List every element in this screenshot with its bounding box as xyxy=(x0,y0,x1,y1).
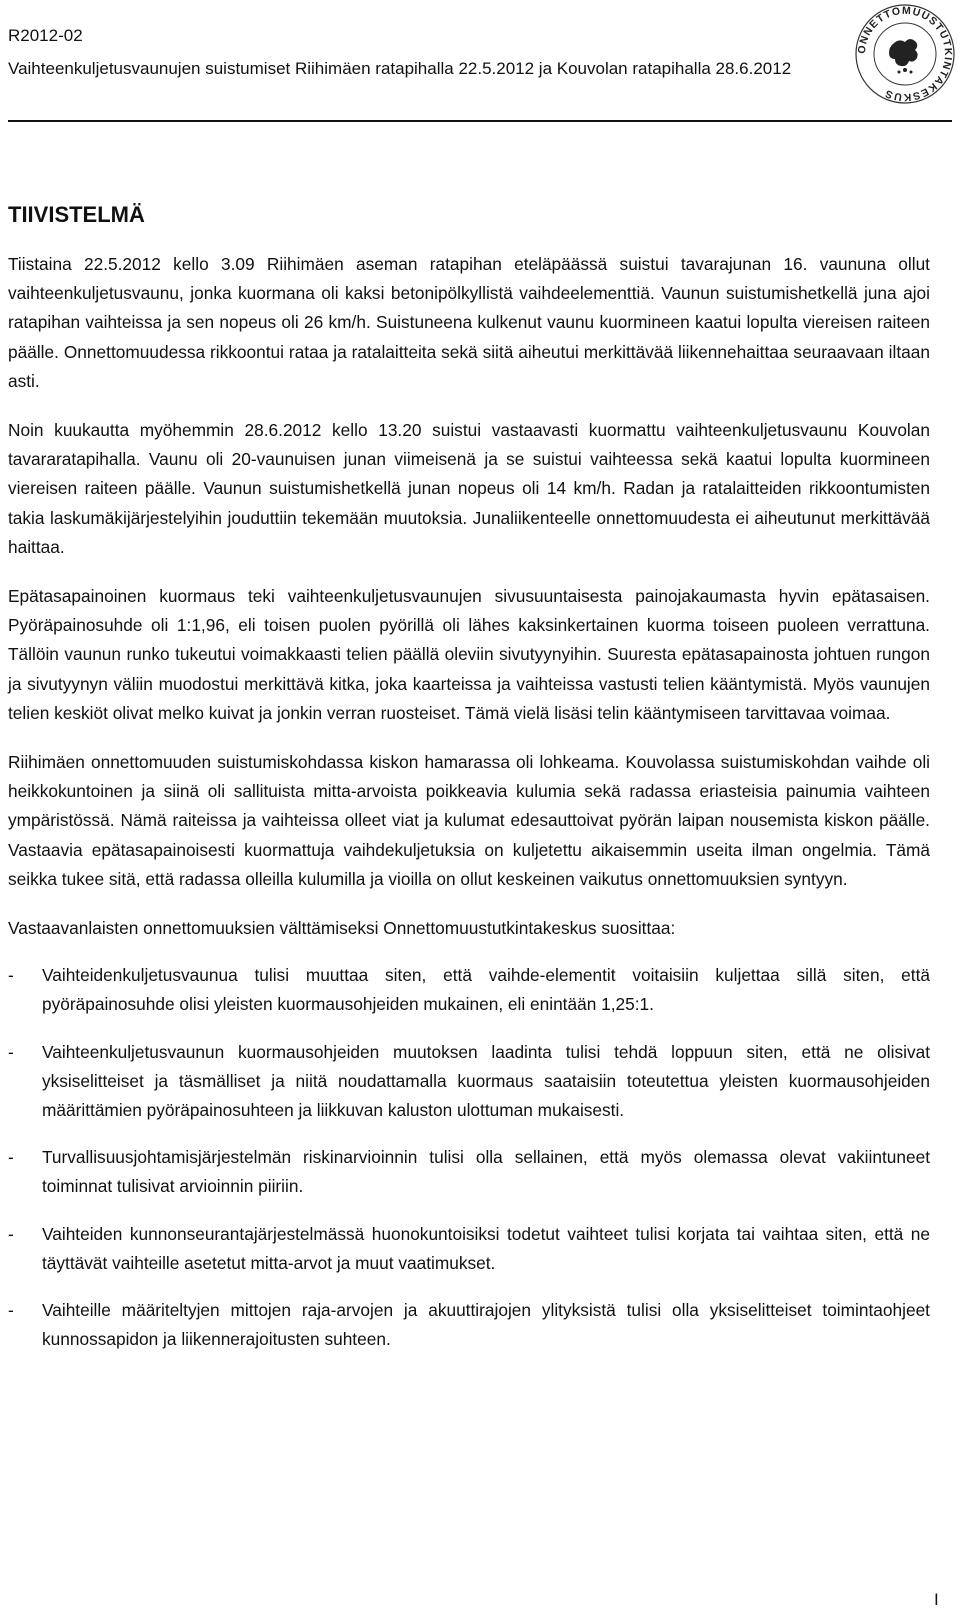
header-divider xyxy=(8,120,952,122)
recommendation-text: Vaihteille määriteltyjen mittojen raja-arvojen ja akuuttirajojen ylityksistä tulisi olla yksiselitteiset toimintaohjeet kunnossapidon ja liikennerajoitusten suhteen. xyxy=(42,1300,930,1350)
document-header xyxy=(8,26,948,80)
recommendation-text: Vaihteiden kunnonseurantajärjestelmässä huonokuntoisiksi todetut vaihteet tulisi korjata tai vaihtaa siten, että ne täyttävät vaihteille asetetut mitta-arvot ja muut vaatimukset. xyxy=(42,1223,930,1273)
recommendation-item xyxy=(8,1143,930,1201)
onnettomuustutkintakeskus-seal-logo xyxy=(853,2,957,106)
page-number: I xyxy=(934,1590,939,1609)
summary-paragraph-1: Tiistaina 22.5.2012 kello 3.09 Riihimäen aseman ratapihan eteläpäässä suistui tavarajunan 16. vaununa ollut vaihteenkuljetusvaunu, jonka kuormana oli kaksi betonipölkyllistä vaihdeelementtiä. Vaunun suistumishetkellä juna ajoi ratapihan vaihteissa ja sen nopeus oli 26 km/h. Suistuneena kulkenut vaunu kuormineen kaatui lopulta viereisen raiteen päälle. Onnettomuudessa rikkoontui rataa ja ratalaitteita sekä siitä aiheutui merkittävää liikennehaittaa seuraavaan iltaan asti. xyxy=(8,254,930,391)
recommendations-intro: Vastaavanlaisten onnettomuuksien välttämiseksi Onnettomuustutkintakeskus suosittaa: xyxy=(8,918,676,939)
recommendation-text: Turvallisuusjohtamisjärjestelmän riskinarvioinnin tulisi olla sellainen, että myös olemassa olevat vakiintuneet toiminnat tulisivat arvioinnin piiriin. xyxy=(42,1147,930,1197)
list-dash: - xyxy=(8,1147,14,1168)
lion-emblem-icon xyxy=(889,39,918,74)
recommendation-item xyxy=(8,1038,930,1126)
recommendation-text: Vaihteenkuljetusvaunun kuormausohjeiden muutoksen laadinta tulisi tehdä loppuun siten, että ne olisivat yksiselitteiset ja täsmälliset ja niitä noudattamalla kuormaus saataisiin toteutettua yleisten kuormausohjeiden määrittämien pyöräpainosuhteen ja liikkuvan kaluston ulottuman mukaisesti. xyxy=(42,1041,930,1121)
recommendation-item xyxy=(8,1296,930,1354)
list-dash: - xyxy=(8,965,14,986)
list-dash: - xyxy=(8,1041,14,1062)
svg-text:ONNETTOMUUSTUTKINTAKESKUS: ONNETTOMUUSTUTKINTAKESKUS xyxy=(855,4,955,104)
summary-paragraph-4: Riihimäen onnettomuuden suistumiskohdassa kiskon hamarassa oli lohkeama. Kouvolassa suistumiskohdan vaihde oli heikkokuntoinen ja siinä oli sallituista mitta-arvoista poikkeavia kulumia sekä radassa eriasteisia painumia vaihteen ympäristössä. Nämä raiteissa ja vaihteissa olleet viat ja kulumat edesauttoivat pyörän laipan nousemista kiskon päälle. Vastaavia epätasapainoisesti kuormattuja vaihdekuljetuksia on kuljetettu aikaisemmin useita ilman ongelmia. Tämä seikka tukee sitä, että radassa olleilla kulumilla ja vioilla on ollut keskeinen vaikutus onnettomuuksien syntyyn. xyxy=(8,752,930,889)
recommendation-text: Vaihteidenkuljetusvaunua tulisi muuttaa siten, että vaihde-elementit voitaisiin kuljettaa sillä siten, että pyöräpainosuhde olisi yleisten kuormausohjeiden mukainen, eli enintään 1,25:1. xyxy=(42,965,930,1015)
summary-paragraph-3: Epätasapainoinen kuormaus teki vaihteenkuljetusvaunujen sivusuuntaisesta painojakaumasta hyvin epätasaisen. Pyöräpainosuhde oli 1:1,96, eli toisen puolen pyörillä oli lähes kaksinkertainen kuorma toiseen puoleen verrattuna. Tällöin vaunun runko tukeutui voimakkaasti telien päällä oleviin sivutyynyihin. Suuresta epätasapainosta johtuen rungon ja sivutyynyn väliin muodostui merkittävä kitka, joka kaarteissa ja vaihteissa vastusti telien kääntymistä. Myös vaunujen telien keskiöt olivat melko kuivat ja jonkin verran ruosteiset. Tämä vielä lisäsi telin kääntymiseen tarvittavaa voimaa. xyxy=(8,586,930,723)
list-dash: - xyxy=(8,1223,14,1244)
report-id: R2012-02 xyxy=(8,26,83,45)
list-dash: - xyxy=(8,1300,14,1321)
report-title: Vaihteenkuljetusvaunujen suistumiset Riihimäen ratapihalla 22.5.2012 ja Kouvolan ratapihalla 28.6.2012 xyxy=(8,59,792,78)
summary-paragraph-2: Noin kuukautta myöhemmin 28.6.2012 kello 13.20 suistui vastaavasti kuormattu vaihteenkuljetusvaunu Kouvolan tavararatapihalla. Vaunu oli 20-vaunuisen junan viimeisenä ja se suistui vaihteessa sekä kaatui lopulta kuormineen viereisen raiteen päälle. Vaunun suistumishetkellä junan nopeus oli 14 km/h. Radan ja ratalaitteiden rikkoontumisten takia laskumäkijärjestelyihin jouduttiin tekemään muutoksia. Junaliikenteelle onnettomuudesta ei aiheutunut merkittävää haittaa. xyxy=(8,420,930,557)
recommendation-item xyxy=(8,1220,930,1278)
recommendation-item xyxy=(8,961,930,1019)
summary-section xyxy=(8,200,930,1373)
section-title: TIIVISTELMÄ xyxy=(8,202,145,227)
